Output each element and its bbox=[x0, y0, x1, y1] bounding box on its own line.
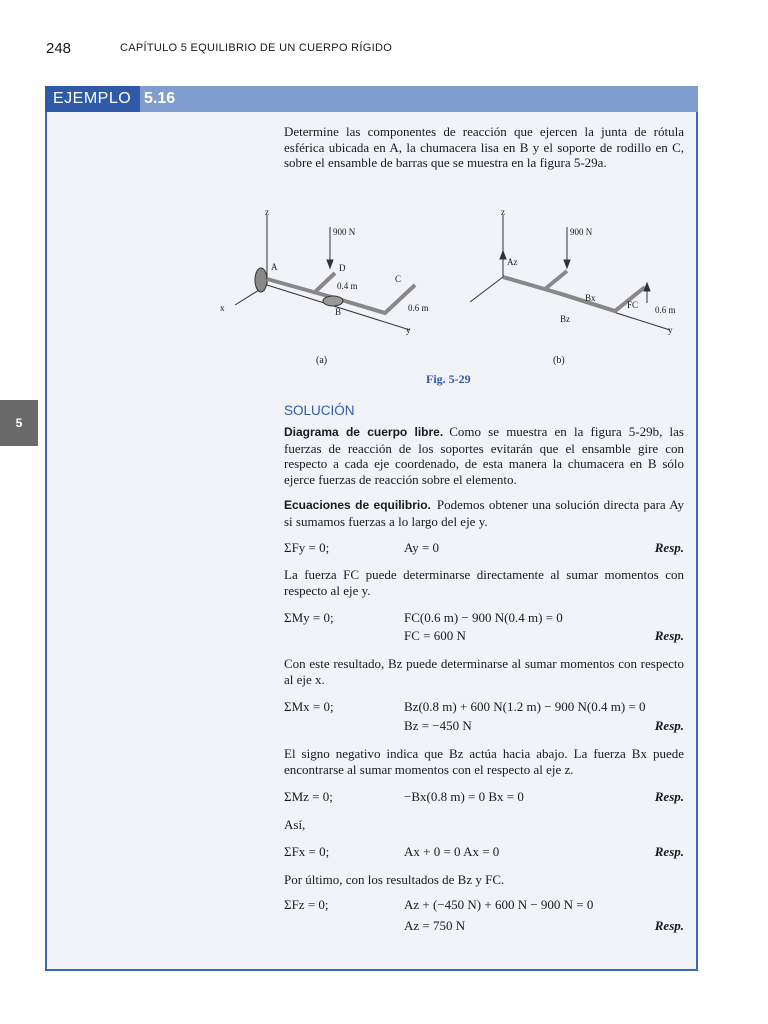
label-z-b: z bbox=[501, 207, 505, 217]
equation-sum-mz: ΣMz = 0; −Bx(0.8 m) = 0 Bx = 0 Resp. bbox=[284, 789, 684, 804]
x-axis-b bbox=[470, 277, 503, 302]
equation-fc-result: FC = 600 N Resp. bbox=[404, 628, 684, 643]
paragraph-asi: Así, bbox=[284, 817, 306, 832]
example-number: 5.16 bbox=[144, 90, 176, 107]
socket-a bbox=[255, 268, 267, 292]
label-C-a: C bbox=[395, 274, 402, 284]
chapter-tab: 5 bbox=[0, 400, 38, 446]
label-x-a: x bbox=[220, 303, 225, 313]
chapter-title: CAPÍTULO 5 EQUILIBRIO DE UN CUERPO RÍGIDO bbox=[120, 42, 393, 54]
page-number: 248 bbox=[46, 40, 72, 57]
label-D-a: D bbox=[339, 263, 346, 273]
solution-title: SOLUCIÓN bbox=[284, 403, 355, 418]
label-z-a: z bbox=[265, 207, 269, 217]
label-y-a: y bbox=[406, 325, 411, 335]
label-Bz-b: Bz bbox=[560, 314, 570, 324]
equation-sum-fx: ΣFx = 0; Ax + 0 = 0 Ax = 0 Resp. bbox=[284, 844, 684, 859]
subfigure-b-label: (b) bbox=[553, 355, 565, 366]
equation-az-result: Az = 750 N Resp. bbox=[404, 918, 684, 933]
label-06-a: 0.6 m bbox=[408, 303, 429, 313]
label-force-b: 900 N bbox=[570, 227, 593, 237]
paragraph-free-body: Diagrama de cuerpo libre. Como se muestra en la figura 5-29b, las fuerzas de reacción de los soportes evitarán que el ensamble gire con respecto a cada eje coordenado, de esta manera la chumacera en B sólo ejerce fuerzas de reacción sobre el elemento. bbox=[284, 424, 684, 487]
equation-bz-result: Bz = −450 N Resp. bbox=[404, 718, 684, 733]
label-y-b: y bbox=[668, 325, 673, 335]
label-force-a: 900 N bbox=[333, 227, 356, 237]
label-Az-b: Az bbox=[507, 257, 518, 267]
figure-5-29 bbox=[215, 205, 690, 355]
label-06-b: 0.6 m bbox=[655, 305, 676, 315]
subfigure-a-label: (a) bbox=[316, 355, 328, 366]
equation-sum-fy: ΣFy = 0; Ay = 0 Resp. bbox=[284, 540, 684, 555]
rod-b bbox=[503, 277, 645, 311]
paragraph-bz: Con este resultado, Bz puede determinarse al sumar momentos con respecto al eje x. bbox=[284, 656, 684, 687]
paragraph-fc: La fuerza FC puede determinarse directamente al sumar momentos con respecto al eje y. bbox=[284, 567, 684, 598]
figure-caption: Fig. 5-29 bbox=[426, 372, 471, 386]
equation-sum-fz: ΣFz = 0; Az + (−450 N) + 600 N − 900 N = 0 bbox=[284, 897, 594, 912]
paragraph-final: Por último, con los resultados de Bz y FC. bbox=[284, 872, 505, 887]
paragraph-bx: El signo negativo indica que Bz actúa hacia abajo. La fuerza Bx puede encontrarse al sumar momentos con el respecto al eje z. bbox=[284, 746, 684, 777]
equation-sum-my: ΣMy = 0; FC(0.6 m) − 900 N(0.4 m) = 0 bbox=[284, 610, 563, 625]
example-header bbox=[45, 86, 698, 112]
label-04-a: 0.4 m bbox=[337, 281, 358, 291]
equation-sum-mx: ΣMx = 0; Bz(0.8 m) + 600 N(1.2 m) − 900 N(0.4 m) = 0 bbox=[284, 699, 646, 714]
heading-equilibrium: Ecuaciones de equilibrio. bbox=[284, 498, 431, 512]
example-label: EJEMPLO bbox=[45, 86, 140, 112]
heading-free-body: Diagrama de cuerpo libre. bbox=[284, 425, 444, 439]
label-Bx-b: Bx bbox=[585, 293, 596, 303]
label-A-a: A bbox=[271, 262, 278, 272]
paragraph-equilibrium: Ecuaciones de equilibrio. Podemos obtener una solución directa para Ay si sumamos fuerzas a lo largo del eje y. bbox=[284, 497, 685, 529]
label-B-a: B bbox=[335, 307, 342, 317]
problem-statement: Determine las componentes de reacción que ejercen la junta de rótula esférica ubicada en A, la chumacera lisa en B y el soporte de rodillo en C, sobre el ensamble de barras que se muestra en la figura 5-29a. bbox=[284, 124, 684, 170]
label-Fc-b: FC bbox=[627, 300, 639, 310]
